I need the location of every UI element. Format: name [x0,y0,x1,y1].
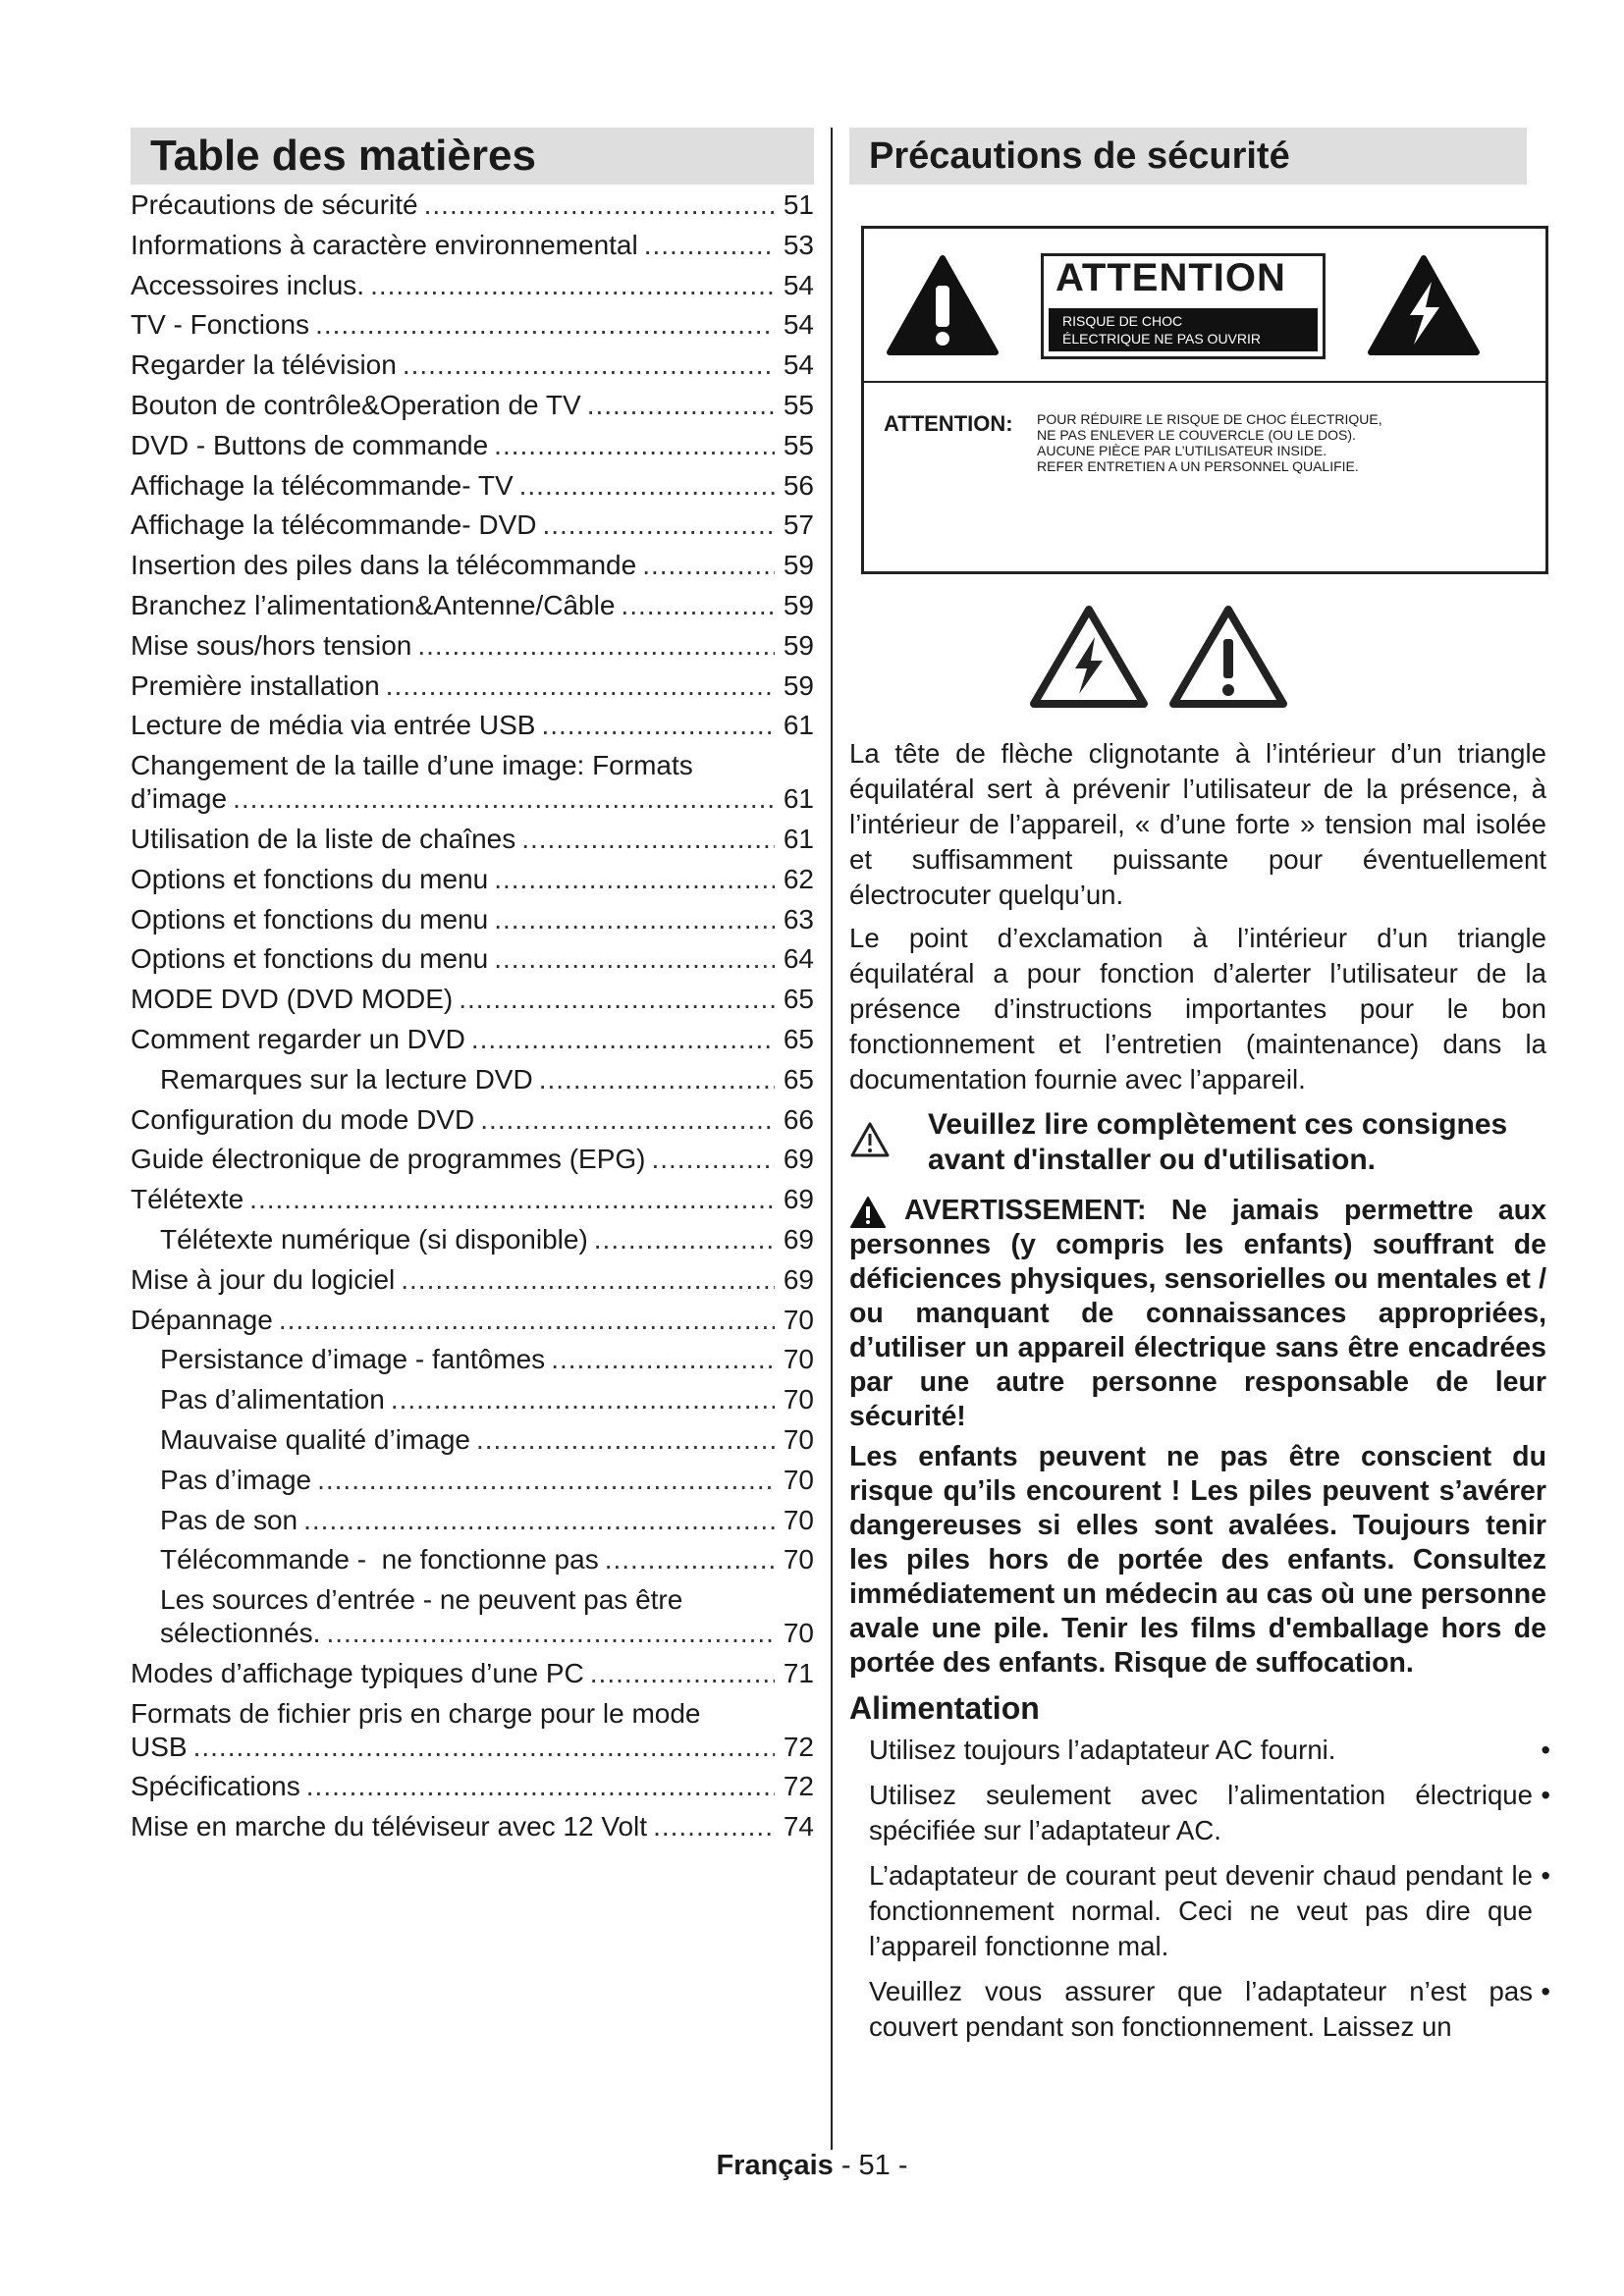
power-item [849,1858,1550,1964]
read-notice [849,1107,1546,1180]
toc-entry-title: Guide électronique de programmes (EPG) [131,1144,646,1175]
toc-leader-dots [519,469,775,503]
toc-entry[interactable] [131,308,814,342]
toc-leader-dots [303,1504,775,1537]
toc-leader-dots [551,1343,775,1376]
toc-entry[interactable] [131,1543,814,1576]
toc-entry-title: Comment regarder un DVD [131,1023,465,1054]
read-notice-text [928,1107,1507,1178]
column-divider [831,128,833,2150]
toc-page-number: 71 [783,1657,814,1688]
toc-page-number: 59 [783,589,814,620]
toc-leader-dots [542,508,775,542]
toc-page-number: 65 [783,1023,814,1054]
toc-leader-dots [193,1731,775,1764]
toc-page-number: 64 [783,943,814,975]
exclamation-warning-icon [884,252,1001,360]
toc-entry-title: Mise sous/hors tension [131,629,412,661]
toc-page-number: 72 [783,1731,814,1762]
toc-leader-dots [653,1810,775,1843]
power-item [849,1778,1550,1848]
power-item-text: Utilisez seulement avec l’alimentation électrique spécifiée sur l’adaptateur AC. [869,1780,1533,1845]
toc-leader-dots [541,709,775,742]
toc-leader-dots [459,983,775,1016]
toc-entry-title: Modes d’affichage typiques d’une PC [131,1657,584,1688]
toc-page-number: 61 [783,783,814,815]
toc-entry[interactable] [131,188,814,222]
toc-entry[interactable] [131,1504,814,1537]
toc-entry[interactable] [131,1143,814,1176]
toc-leader-dots [279,1304,775,1337]
toc-page-number: 56 [783,469,814,501]
toc-page-number: 69 [783,1144,814,1175]
toc-page-number: 65 [783,984,814,1015]
toc-entry[interactable] [131,1183,814,1216]
toc-entry[interactable] [131,1770,814,1803]
bullet-mark: • [1541,1735,1550,1765]
attention-banner-subtext [1049,308,1318,351]
toc-entry-title: Configuration du mode DVD [131,1103,475,1135]
toc-entry-title: Affichage la télécommande- TV [131,469,514,501]
toc-entry-title: Informations à caractère environnemental [131,229,638,260]
toc-leader-dots [424,188,775,222]
toc-list [131,188,814,1843]
toc-leader-dots [403,348,775,382]
toc-entry[interactable] [131,1617,814,1650]
toc-entry-title: TV - Fonctions [131,309,310,341]
toc-entry[interactable] [131,629,814,663]
toc-page-number: 69 [783,1223,814,1255]
toc-page-number: 61 [783,823,814,854]
toc-leader-dots [494,942,775,976]
toc-entry-title: Persistance d’image - fantômes [160,1344,546,1375]
toc-entry-title-cont: USB [131,1731,188,1762]
toc-page-number: 54 [783,269,814,300]
toc-entry-title: Bouton de contrôle&Operation de TV [131,389,581,420]
attention-box [861,226,1548,574]
toc-entry[interactable] [131,469,814,503]
safety-column [849,128,1550,2042]
caution-outline-icon [849,1121,891,1158]
toc-entry-title: Mise en marche du téléviseur avec 12 Volt [131,1811,648,1842]
attention-banner-word: ATTENTION [1056,256,1286,299]
toc-page-number: 59 [783,669,814,701]
exclamation-paragraph: Le point d’exclamation à l’intérieur d’un triangle équilatéral a pour fonction d’alerter l’utilisateur de la présence d’instructions importantes pour le bon fonctionnement et l’entretien (maintenance) dans la documentation fournie avec l’appareil. [849,923,1546,1095]
toc-entry[interactable] [131,1023,814,1056]
toc-entry[interactable] [131,269,814,302]
warning-block [849,1194,1546,1434]
toc-entry-title: Les sources d’entrée - ne peuvent pas être [160,1584,683,1616]
lightning-outline-icon [1026,602,1152,712]
toc-entry[interactable] [131,429,814,462]
toc-leader-dots [233,782,775,816]
toc-entry[interactable] [131,549,814,582]
toc-leader-dots [651,1143,775,1176]
toc-entry-title: Formats de fichier pris en charge pour le mode [131,1697,701,1729]
power-list [849,1733,1550,2045]
toc-entry[interactable] [131,1810,814,1843]
toc-leader-dots [494,863,775,896]
toc-entry[interactable] [131,389,814,422]
toc-page-number: 65 [783,1063,814,1095]
children-warning-text: Les enfants peuvent ne pas être conscient du risque qu’ils encourent ! Les piles peuvent s’avérer dangereuses si elles sont avalées. Toujours tenir les piles hors de portée des enfants. Consultez immédiatement un médecin au cas où une personne avale une pile. Tenir les films d'emballage hors de portée des enfants. Risque de suffocation. [849,1441,1546,1679]
power-item-text: Veuillez vous assurer que l’adaptateur n’est pas couvert pendant son fonctionnement. Laissez un [869,1976,1533,2042]
bullet-mark: • [1541,1860,1550,1891]
bullet-mark: • [1541,1976,1550,2006]
toc-leader-dots [317,1464,775,1497]
toc-page-number: 57 [783,509,814,541]
toc-page-number: 70 [783,1504,814,1535]
toc-page-number: 55 [783,429,814,460]
toc-page-number: 70 [783,1423,814,1455]
toc-entry[interactable] [131,863,814,896]
toc-entry[interactable] [131,1103,814,1137]
power-heading: Alimentation [849,1690,1040,1726]
toc-entry[interactable] [131,1383,814,1416]
toc-entry-title: Regarder la télévision [131,349,397,381]
toc-leader-dots [494,429,775,462]
toc-page-number: 59 [783,550,814,581]
toc-page-number: 70 [783,1384,814,1415]
warning-text: AVERTISSEMENT: Ne jamais permettre aux personnes (y compris les enfants) souffrant de déficiences physiques, sensorielles ou mentales et / ou manquant de connaissances appropriées, d’utiliser un appareil électrique sans être encadrées par une autre personne responsable de leur sécurité! [849,1195,1546,1432]
exclamation-outline-icon [1165,602,1291,712]
attention-text-line2: NE PAS ENLEVER LE COUVERCLE (OU LE DOS). [1037,427,1356,443]
toc-entry-title: Options et fonctions du menu [131,903,489,934]
toc-leader-dots [306,1770,775,1803]
toc-entry-title: Utilisation de la liste de chaînes [131,823,516,854]
toc-page-number: 59 [783,629,814,661]
toc-entry[interactable] [131,1343,814,1376]
toc-entry[interactable] [131,1304,814,1337]
toc-entry-title: Accessoires inclus. [131,269,365,300]
toc-leader-dots [594,1223,775,1256]
toc-entry[interactable] [131,1464,814,1497]
attention-separator [864,381,1545,383]
safety-title: Précautions de sécurité [849,128,1527,185]
toc-entry-title: Affichage la télécommande- DVD [131,509,537,541]
toc-entry[interactable] [131,709,814,742]
attention-text-line1: POUR RÉDUIRE LE RISQUE DE CHOC ÉLECTRIQUE, [1037,411,1382,427]
toc-entry-title: Spécifications [131,1771,300,1802]
toc-leader-dots [587,389,775,422]
bullet-mark: • [1541,1780,1550,1810]
toc-entry-title: Pas d’image [160,1464,312,1495]
toc-column [131,128,814,1850]
toc-page-number: 72 [783,1771,814,1802]
toc-entry[interactable] [131,229,814,262]
toc-leader-dots [480,1103,775,1137]
toc-leader-dots [471,1023,775,1056]
toc-entry-title: Télécommande - ne fonctionne pas [160,1544,599,1575]
toc-page-number: 66 [783,1103,814,1135]
toc-entry-title: Options et fonctions du menu [131,863,489,894]
toc-entry[interactable] [131,1263,814,1297]
toc-leader-dots [642,549,775,582]
toc-page-number: 70 [783,1618,814,1649]
toc-entry-title: DVD - Buttons de commande [131,429,489,460]
toc-entry-title: Insertion des piles dans la télécommande [131,550,637,581]
toc-entry-line [131,749,814,782]
toc-leader-dots [417,629,775,663]
toc-entry-title: Changement de la taille d’une image: Formats [131,750,693,781]
toc-entry[interactable] [131,983,814,1016]
toc-leader-dots [539,1063,775,1096]
attention-banner [1041,253,1326,359]
power-item-text: Utilisez toujours l’adaptateur AC fourni. [869,1735,1336,1765]
toc-page-number: 70 [783,1464,814,1495]
toc-entry[interactable] [131,823,814,856]
read-notice-line1: Veuillez lire complètement ces consignes [928,1108,1508,1141]
read-notice-line2: avant d'installer ou d'utilisation. [928,1144,1376,1176]
toc-entry-title: Mise à jour du logiciel [131,1263,396,1295]
toc-entry[interactable] [131,1657,814,1690]
lightning-paragraph: La tête de flèche clignotante à l’intérieur d’un triangle équilatéral sert à prévenir l’utilisateur de la présence, à l’intérieur de l’appareil, « d’une forte » tension mal isolée et suffisamment puissante pour éventuellement électrocuter quelqu’un. [849,738,1546,910]
page-footer [0,2150,1624,2182]
toc-leader-dots [391,1383,775,1416]
toc-leader-dots [605,1543,775,1576]
toc-entry[interactable] [131,1063,814,1096]
attention-text [1037,411,1538,474]
power-item-text: L’adaptateur de courant peut devenir chaud pendant le fonctionnement normal. Ceci ne veut pas dire que l’appareil fonctionne mal. [869,1860,1533,1961]
toc-entry-title: Pas de son [160,1504,298,1535]
toc-entry[interactable] [131,348,814,382]
toc-page-number: 54 [783,349,814,381]
toc-entry-title: Options et fonctions du menu [131,943,489,975]
toc-entry-title: Mauvaise qualité d’image [160,1423,470,1455]
toc-leader-dots [494,903,775,936]
toc-page-number: 70 [783,1304,814,1335]
toc-leader-dots [249,1183,775,1216]
toc-entry[interactable] [131,782,814,816]
attention-banner-line1: RISQUE DE CHOC [1062,313,1183,329]
toc-entry-title: Télétexte [131,1184,244,1215]
toc-entry-title: MODE DVD (DVD MODE) [131,984,454,1015]
warning-filled-icon [849,1196,887,1229]
toc-page-number: 54 [783,309,814,341]
toc-title: Table des matières [131,128,814,185]
toc-entry[interactable] [131,669,814,703]
toc-leader-dots [370,269,775,302]
toc-leader-dots [521,823,775,856]
toc-entry-title-cont: d’image [131,783,228,815]
toc-leader-dots [326,1617,775,1650]
toc-leader-dots [386,669,775,703]
toc-entry-title: Branchez l’alimentation&Antenne/Câble [131,589,616,620]
toc-page-number: 61 [783,710,814,741]
toc-entry[interactable] [131,942,814,976]
toc-entry[interactable] [131,589,814,622]
toc-leader-dots [621,589,775,622]
toc-page-number: 62 [783,863,814,894]
toc-entry-title: Précautions de sécurité [131,189,418,220]
lightning-warning-icon [1365,252,1483,360]
attention-text-line4: REFER ENTRETIEN A UN PERSONNEL QUALIFIE. [1037,458,1359,474]
toc-page-number: 69 [783,1263,814,1295]
power-item [849,1974,1550,2045]
attention-label: ATTENTION: [884,411,1013,436]
toc-entry-title: Lecture de média via entrée USB [131,710,536,741]
toc-page-number: 70 [783,1344,814,1375]
attention-text-line3: AUCUNE PIÈCE PAR L’UTILISATEUR INSIDE. [1037,443,1327,458]
toc-entry-title: Télétexte numérique (si disponible) [160,1223,588,1255]
toc-leader-dots [315,308,775,342]
toc-leader-dots [644,229,775,262]
toc-page-number: 63 [783,903,814,934]
toc-page-number: 53 [783,229,814,260]
toc-entry[interactable] [131,903,814,936]
toc-page-number: 55 [783,389,814,420]
toc-entry-line [131,1697,814,1731]
toc-page-number: 69 [783,1184,814,1215]
toc-entry-line [131,1583,814,1617]
toc-entry[interactable] [131,1731,814,1764]
toc-entry-title: Remarques sur la lecture DVD [160,1063,533,1095]
toc-entry[interactable] [131,1423,814,1457]
toc-entry[interactable] [131,1223,814,1256]
footer-page-number: - 51 - [840,2150,908,2181]
power-item [849,1733,1550,1768]
toc-page-number: 51 [783,189,814,220]
toc-leader-dots [476,1423,775,1457]
toc-leader-dots [401,1263,775,1297]
toc-entry-title: Dépannage [131,1304,273,1335]
toc-entry-title: Première installation [131,669,380,701]
toc-page-number: 74 [783,1811,814,1842]
footer-language: Français [716,2150,834,2181]
toc-entry-title-cont: sélectionnés. [160,1618,321,1649]
attention-banner-line2: ÉLECTRIQUE NE PAS OUVRIR [1062,331,1262,347]
toc-page-number: 70 [783,1544,814,1575]
toc-entry[interactable] [131,508,814,542]
toc-entry-title: Pas d’alimentation [160,1384,385,1415]
safety-text-body [849,736,1550,2055]
toc-leader-dots [590,1657,775,1690]
